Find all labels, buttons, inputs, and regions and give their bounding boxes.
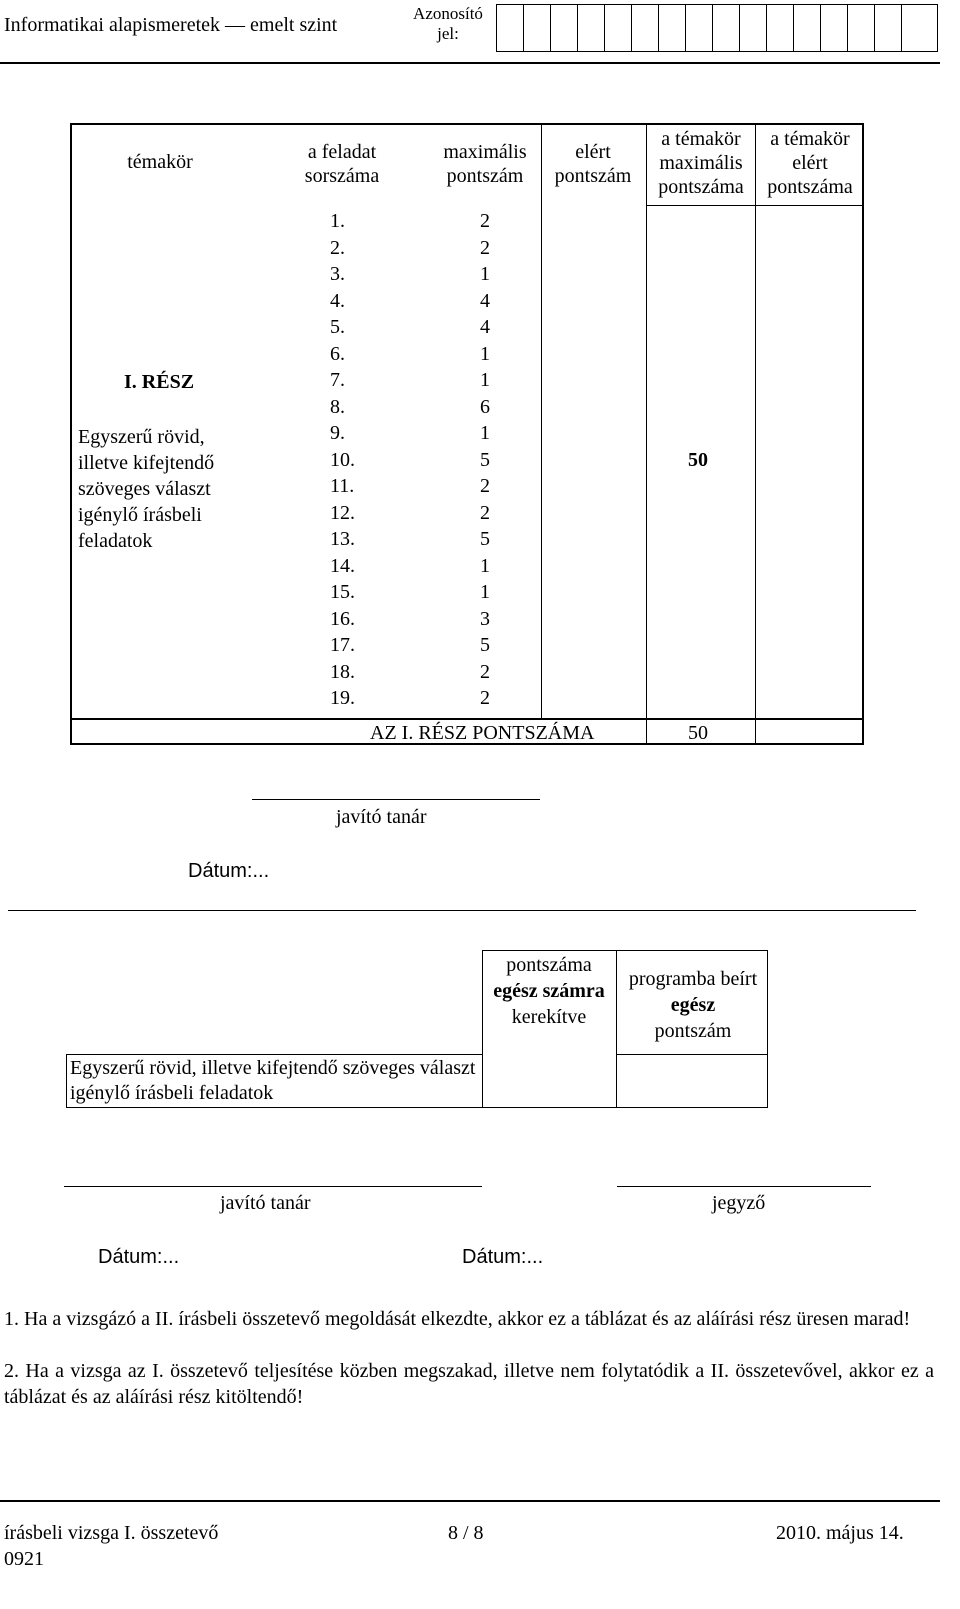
task-number: 1.	[330, 210, 345, 232]
rounding-desc: Egyszerű rövid, illetve kifejtendő szöveges választ igénylő írásbeli feladatok	[70, 1057, 476, 1104]
header-elert-pontszam: elért pontszám	[554, 141, 632, 187]
date-left: Dátum:...	[98, 1246, 180, 1268]
note-2: 2. Ha a vizsga az I. összetevő teljesítése közben megszakad, illetve nem folytatódik a II. összetevővel, akkor ez a táblázat és az aláírási rész kitöltendő!	[4, 1360, 934, 1408]
id-box	[821, 5, 848, 51]
footer-code: 0921	[4, 1548, 44, 1570]
signature-left-label: javító tanár	[220, 1192, 311, 1214]
task-number: 12.	[330, 501, 355, 524]
task-row	[300, 685, 540, 711]
rounding-col1-header	[482, 952, 616, 1030]
task-row	[300, 367, 540, 393]
header-temakor-elert: a témakör elért pontszáma	[767, 128, 853, 198]
rounding-table	[66, 950, 768, 1108]
section-divider	[8, 910, 916, 911]
signature-right-label: jegyző	[712, 1192, 766, 1214]
task-row	[300, 261, 540, 287]
rounding-col2-b: egész	[670, 994, 716, 1016]
rounding-col1-a: pontszáma	[506, 954, 592, 976]
id-box	[875, 5, 902, 51]
task-max-points: 1	[480, 369, 490, 391]
id-box	[659, 5, 686, 51]
task-number: 5.	[330, 316, 345, 338]
task-max-points: 5	[480, 448, 490, 471]
header-temakor: témakör	[127, 151, 193, 173]
task-number: 16.	[330, 607, 355, 630]
task-max-points: 2	[480, 475, 490, 497]
rounding-col1-c: kerekítve	[511, 1006, 587, 1028]
signature-label: javító tanár	[336, 806, 427, 828]
header-rule	[0, 62, 940, 64]
total-label: AZ I. RÉSZ PONTSZÁMA	[370, 722, 595, 744]
task-max-points: 6	[480, 395, 490, 418]
id-box	[686, 5, 713, 51]
rounding-col2-header	[618, 966, 768, 1044]
page-header-title: Informatikai alapismeretek — emelt szint	[4, 14, 338, 36]
id-box	[848, 5, 875, 51]
task-number: 10.	[330, 448, 355, 471]
task-row	[300, 420, 540, 446]
rounding-col2-c: pontszám	[654, 1020, 732, 1042]
task-row	[300, 235, 540, 261]
task-row	[300, 553, 540, 579]
task-number: 6.	[330, 342, 345, 365]
footer-left: írásbeli vizsga I. összetevő	[4, 1522, 219, 1544]
task-max-points: 4	[480, 289, 490, 312]
task-max-points: 2	[480, 687, 490, 709]
section-title: I. RÉSZ	[124, 371, 195, 393]
id-box	[767, 5, 794, 51]
task-row	[300, 659, 540, 685]
task-max-points: 2	[480, 236, 490, 259]
task-number: 9.	[330, 422, 345, 444]
task-number: 18.	[330, 660, 355, 683]
temakor-max-value: 50	[688, 449, 708, 471]
task-max-points: 5	[480, 634, 490, 656]
task-row	[300, 473, 540, 499]
task-row	[300, 341, 540, 367]
id-box	[740, 5, 767, 51]
section-description: Egyszerű rövid, illetve kifejtendő szöveges választ igénylő írásbeli feladatok	[78, 426, 215, 552]
id-box	[632, 5, 659, 51]
header-max-pontszam: maximális pontszám	[443, 141, 527, 187]
id-box	[605, 5, 632, 51]
date-field: Dátum:...	[188, 860, 270, 882]
rounding-row-sep	[616, 1054, 768, 1055]
signature-line-left	[64, 1186, 482, 1187]
task-max-points: 2	[480, 660, 490, 683]
task-max-points: 1	[480, 342, 490, 365]
total-value: 50	[688, 722, 708, 744]
task-number: 8.	[330, 395, 345, 418]
task-row	[300, 606, 540, 632]
col-sep-elert	[541, 123, 542, 719]
task-row	[300, 208, 540, 234]
task-max-points: 4	[480, 316, 490, 338]
task-number: 2.	[330, 236, 345, 259]
task-max-points: 1	[480, 263, 490, 285]
azonosito-label: Azonosító jel:	[413, 4, 483, 43]
task-max-points: 3	[480, 607, 490, 630]
footer-rule	[0, 1500, 940, 1502]
id-box	[794, 5, 821, 51]
task-max-points: 1	[480, 581, 490, 603]
task-max-points: 2	[480, 501, 490, 524]
header-temakor-max: a témakör maximális pontszáma	[658, 128, 744, 198]
task-number: 3.	[330, 263, 345, 285]
task-row	[300, 500, 540, 526]
footer-page: 8 / 8	[448, 1522, 484, 1544]
footer-date: 2010. május 14.	[776, 1522, 904, 1544]
task-row	[300, 394, 540, 420]
task-number: 14.	[330, 554, 355, 577]
header-feladat-sorszama: a feladat sorszáma	[304, 141, 380, 187]
rounding-col1-b: egész számra	[493, 980, 605, 1002]
id-box	[497, 5, 524, 51]
id-box	[713, 5, 740, 51]
task-row	[300, 579, 540, 605]
col-sep-temakor-max	[646, 123, 647, 745]
task-max-points: 1	[480, 554, 490, 577]
task-number: 19.	[330, 687, 355, 709]
id-box	[551, 5, 578, 51]
total-row-rule	[70, 718, 864, 720]
task-number: 15.	[330, 581, 355, 603]
task-number: 11.	[330, 475, 355, 497]
task-row	[300, 447, 540, 473]
task-number: 4.	[330, 289, 345, 312]
signature-line-right	[617, 1186, 871, 1187]
id-box	[578, 5, 605, 51]
note-1: 1. Ha a vizsgázó a II. írásbeli összetevő megoldását elkezdte, akkor ez a táblázat és az aláírási rész üresen marad!	[4, 1308, 911, 1330]
task-max-points: 1	[480, 422, 490, 444]
task-row	[300, 314, 540, 340]
task-row	[300, 632, 540, 658]
task-max-points: 2	[480, 210, 490, 232]
id-box	[902, 5, 928, 51]
task-number: 17.	[330, 634, 355, 656]
rounding-col-sep	[616, 950, 617, 1108]
signature-line	[252, 799, 540, 800]
task-row	[300, 288, 540, 314]
task-row	[300, 526, 540, 552]
azonosito-boxes	[496, 4, 938, 52]
task-number: 7.	[330, 369, 345, 391]
rounding-col2-a: programba beírt	[628, 968, 758, 990]
date-right: Dátum:...	[462, 1246, 544, 1268]
col-sep-temakor-elert	[755, 123, 756, 745]
task-max-points: 5	[480, 528, 490, 550]
task-number: 13.	[330, 528, 355, 550]
id-box	[524, 5, 551, 51]
